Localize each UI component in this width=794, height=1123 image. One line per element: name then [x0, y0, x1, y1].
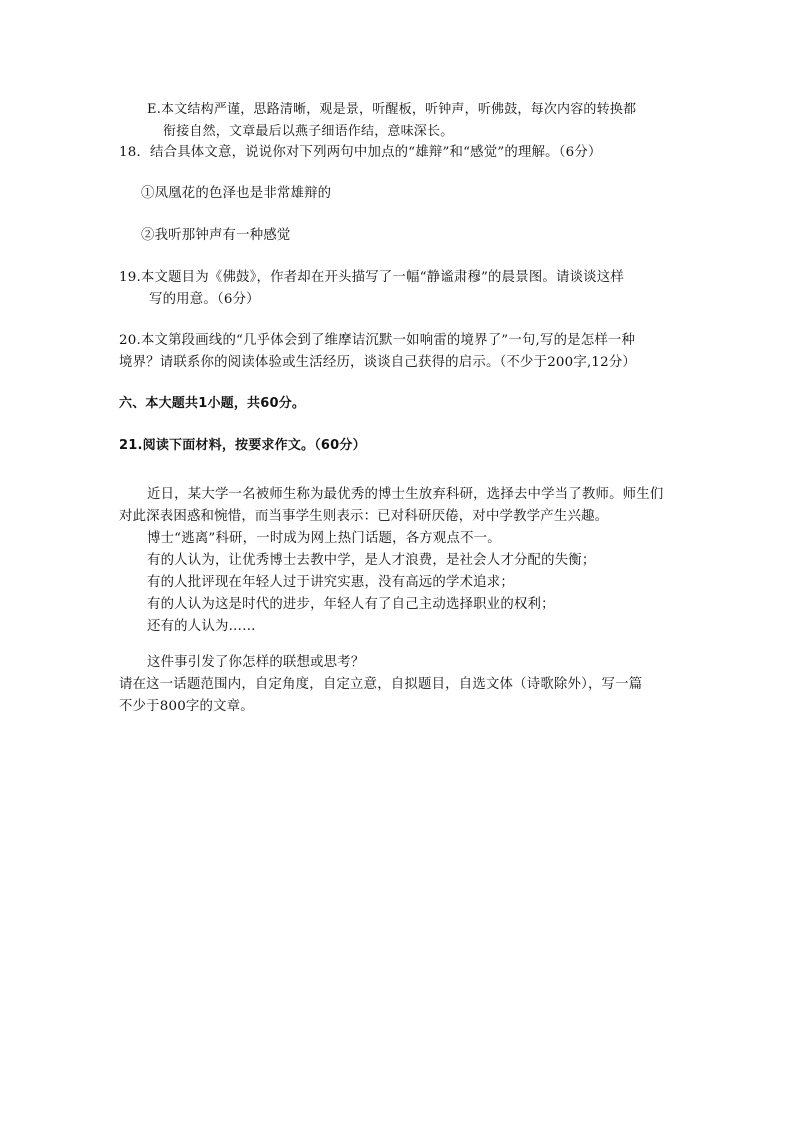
section-6-heading: 六、本大题共1小题，共60分。 — [119, 396, 306, 411]
material-line-6: 有的人认为这是时代的进步，年轻人有了自己主动选择职业的权利； — [147, 597, 555, 612]
writing-question: 这件事引发了你怎样的联想或思考？ — [147, 655, 365, 670]
question-19-line-1: 19.本文题目为《佛鼓》，作者却在开头描写了一幅“静谧肃穆”的晨景图。请谈谈这样 — [119, 270, 624, 285]
material-line-7: 还有的人认为…… — [147, 619, 256, 634]
question-20-line-2: 境界？请联系你的阅读体验或生活经历，谈谈自己获得的启示。（不少于200字,12分） — [119, 355, 637, 370]
question-18-item-2: ②我听那钟声有一种感觉 — [141, 228, 291, 243]
material-line-5: 有的人批评现在年轻人过于讲究实惠，没有高远的学术追求； — [147, 575, 514, 590]
writing-instruction-line-2: 不少于800字的文章。 — [119, 699, 254, 714]
question-18-prompt: 18．结合具体文意，说说你对下列两句中加点的“雄辩”和“感觉”的理解。（6分） — [119, 145, 602, 160]
option-e-line-1: E.本文结构严谨，思路清晰，观是景，听醒板，听钟声，听佛鼓，每次内容的转换都 — [147, 102, 637, 117]
material-line-4: 有的人认为，让优秀博士去教中学，是人才浪费，是社会人才分配的失衡； — [147, 553, 596, 568]
question-20-line-1: 20.本文第段画线的“几乎体会到了维摩诘沉默一如响雷的境界了”一句,写的是怎样一种 — [119, 333, 636, 348]
material-line-3: 博士“逃离”科研，一时成为网上热门话题，各方观点不一。 — [147, 531, 501, 546]
question-21-heading: 21.阅读下面材料，按要求作文。（60分） — [119, 438, 366, 453]
writing-instruction-line-1: 请在这一话题范围内，自定角度，自定立意，自拟题目，自选文体（诗歌除外），写一篇 — [119, 677, 643, 692]
material-line-2: 对此深表困惑和惋惜，而当事学生则表示：已对科研厌倦，对中学教学产生兴趣。 — [119, 509, 609, 524]
question-18-item-1: ①凤凰花的色泽也是非常雄辩的 — [141, 186, 332, 201]
question-19-line-2: 写的用意。（6分） — [149, 292, 260, 307]
option-e-line-2: 衔接自然，文章最后以燕子细语作结，意味深长。 — [163, 124, 454, 139]
material-line-1: 近日，某大学一名被师生称为最优秀的博士生放弃科研，选择去中学当了教师。师生们 — [147, 487, 664, 502]
